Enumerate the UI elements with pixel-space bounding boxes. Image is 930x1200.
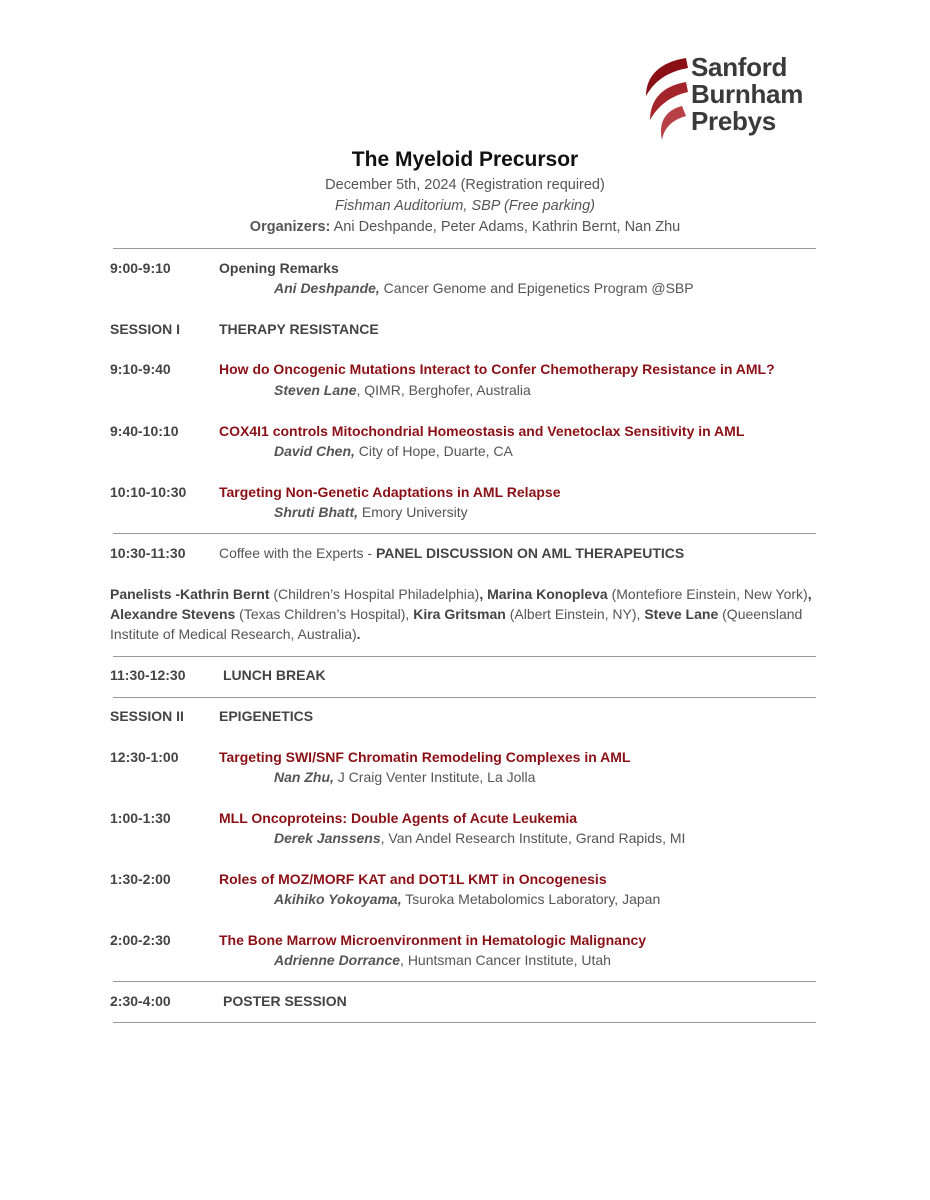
panelists-end: . xyxy=(356,626,361,642)
time-slot: 2:00-2:30 xyxy=(110,932,171,948)
opening-title: Opening Remarks xyxy=(219,260,339,276)
speaker-affiliation: Emory University xyxy=(358,504,468,520)
talk-title: Roles of MOZ/MORF KAT and DOT1L KMT in Oncogenesis xyxy=(219,871,607,887)
time-slot: 11:30-12:30 xyxy=(110,667,186,683)
panelists-paragraph xyxy=(110,584,815,644)
speaker-affiliation: Tsuroka Metabolomics Laboratory, Japan xyxy=(401,891,661,907)
lunch-title: LUNCH BREAK xyxy=(223,667,326,683)
logo-line-3: Prebys xyxy=(691,106,776,136)
speaker-name: Shruti Bhatt, xyxy=(274,504,358,520)
event-date: December 5th, 2024 (Registration required) xyxy=(325,177,605,193)
divider xyxy=(113,656,816,657)
event-venue: Fishman Auditorium, SBP (Free parking) xyxy=(334,198,596,214)
speaker-name: Nan Zhu, xyxy=(274,769,334,785)
speaker-line xyxy=(274,504,468,520)
speaker-name: David Chen, xyxy=(274,443,355,459)
panelists-label: Panelists - xyxy=(110,586,181,602)
coffee-line xyxy=(219,545,684,561)
panelist-affiliation: (Children’s Hospital Philadelphia) xyxy=(269,586,480,602)
organizers-line xyxy=(0,219,930,235)
time-slot: 1:00-1:30 xyxy=(110,810,171,826)
logo-line-2: Burnham xyxy=(691,79,804,109)
panelist-name: , Marina Konopleva xyxy=(479,586,608,602)
speaker-line xyxy=(274,769,535,785)
panelist-name: Kira Gritsman xyxy=(413,606,506,622)
panelist-affiliation: (Texas Children’s Hospital), xyxy=(235,606,414,622)
organizers-label: Organizers: xyxy=(249,219,331,235)
organizers-names: Ani Deshpande, Peter Adams, Kathrin Bernt, Nan Zhu xyxy=(330,219,681,235)
talk-title: Targeting SWI/SNF Chromatin Remodeling Complexes in AML xyxy=(219,749,631,765)
speaker-name: Adrienne Dorrance xyxy=(274,952,401,968)
divider xyxy=(113,981,816,982)
talk-title: How do Oncogenic Mutations Interact to Confer Chemotherapy Resistance in AML? xyxy=(219,361,775,377)
panel-discussion-title: PANEL DISCUSSION ON AML THERAPEUTICS xyxy=(375,545,685,561)
sbp-logo xyxy=(636,54,836,144)
divider xyxy=(113,533,816,534)
session-label: SESSION II xyxy=(110,708,184,724)
time-slot: 9:40-10:10 xyxy=(110,423,179,439)
session-title: EPIGENETICS xyxy=(219,708,314,724)
panelist-affiliation: (Queensland Institute of Medical Research, Australia) xyxy=(110,606,803,642)
speaker-name: Derek Janssens xyxy=(274,830,381,846)
page-title: The Myeloid Precursor xyxy=(351,148,579,171)
time-slot: 9:00-9:10 xyxy=(110,260,171,276)
speaker-line xyxy=(274,443,513,459)
panelist-name: Kathrin Bernt xyxy=(180,586,270,602)
speaker-name: Akihiko Yokoyama, xyxy=(274,891,402,907)
time-slot: 2:30-4:00 xyxy=(110,993,171,1009)
talk-title: Targeting Non-Genetic Adaptations in AML Relapse xyxy=(219,484,561,500)
speaker-name: Ani Deshpande, xyxy=(274,280,380,296)
speaker-affiliation-2: Program @SBP xyxy=(589,280,694,296)
session-title: THERAPY RESISTANCE xyxy=(219,321,379,337)
divider xyxy=(113,248,816,249)
talk-title: The Bone Marrow Microenvironment in Hematologic Malignancy xyxy=(219,932,647,948)
speaker-affiliation: City of Hope, Duarte, CA xyxy=(354,443,513,459)
speaker-line xyxy=(274,382,531,398)
speaker-affiliation: , QIMR, Berghofer, Australia xyxy=(356,382,531,398)
time-slot: 10:30-11:30 xyxy=(110,545,186,561)
time-slot: 12:30-1:00 xyxy=(110,749,179,765)
speaker-affiliation: Cancer Genome and Epigenetics xyxy=(379,280,590,296)
speaker-name: Steven Lane xyxy=(274,382,357,398)
speaker-line xyxy=(274,891,660,907)
divider xyxy=(113,1022,816,1023)
panelist-name: , Alexandre Stevens xyxy=(110,586,812,622)
speaker-affiliation: , Van Andel Research Institute, Grand Rapids, MI xyxy=(380,830,686,846)
speaker-affiliation: J Craig Venter Institute, La Jolla xyxy=(333,769,536,785)
poster-title: POSTER SESSION xyxy=(223,993,347,1009)
panelist-name: Steve Lane xyxy=(644,606,719,622)
session-label: SESSION I xyxy=(110,321,181,337)
talk-title: COX4I1 controls Mitochondrial Homeostasis and Venetoclax Sensitivity in AML xyxy=(219,423,745,439)
time-slot: 1:30-2:00 xyxy=(110,871,171,887)
time-slot: 10:10-10:30 xyxy=(110,484,187,500)
talk-title: MLL Oncoproteins: Double Agents of Acute Leukemia xyxy=(219,810,578,826)
panelist-affiliation: (Albert Einstein, NY), xyxy=(505,606,645,622)
time-slot: 9:10-9:40 xyxy=(110,361,171,377)
swoosh-logo-icon xyxy=(636,56,692,142)
speaker-line xyxy=(274,280,694,296)
coffee-text: Coffee with the Experts - xyxy=(219,545,376,561)
panelist-affiliation: (Montefiore Einstein, New York) xyxy=(607,586,808,602)
speaker-affiliation: , Huntsman Cancer Institute, Utah xyxy=(400,952,611,968)
logo-line-1: Sanford xyxy=(691,52,788,82)
speaker-line xyxy=(274,952,611,968)
speaker-line xyxy=(274,830,685,846)
divider xyxy=(113,697,816,698)
